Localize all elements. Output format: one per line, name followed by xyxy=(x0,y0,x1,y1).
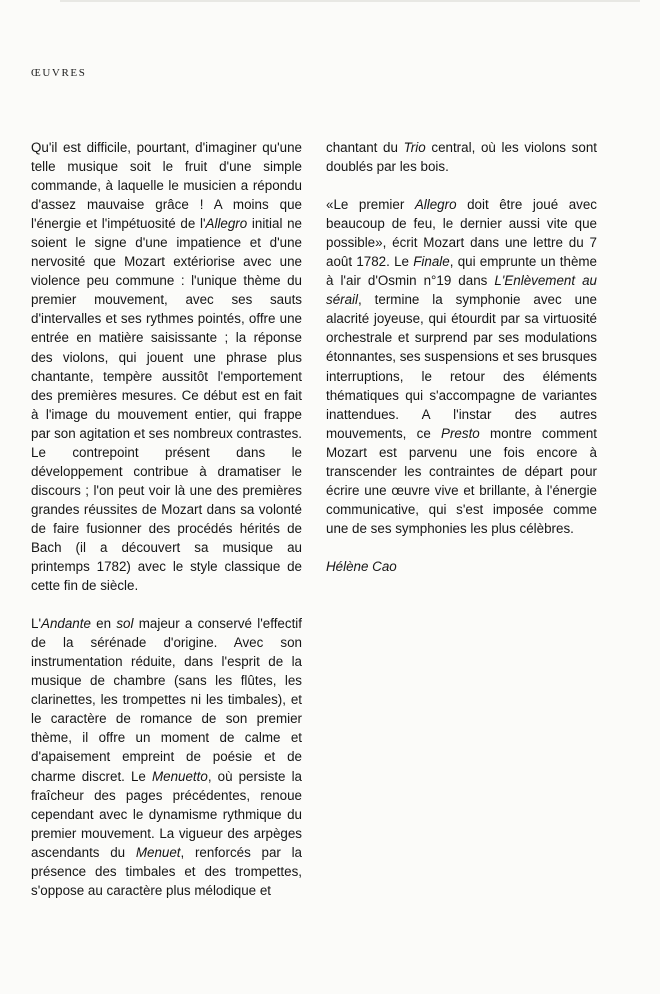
italic-run: Menuet xyxy=(135,844,181,860)
italic-run: L'Enlèvement au sérail xyxy=(326,273,597,308)
text-run: , termine la symphonie avec une alacrité joyeuse, qui étourdit par sa virtuosité orchestrale et surprend par ses modulations étonnantes, ses suspensions et ses brusques interruptions, le retour des éléments thématiques qui s'accompagne de variantes inattendues. A l'instar des autres mouvements, ce xyxy=(326,292,597,441)
italic-run: Presto xyxy=(441,425,480,441)
text-run: chantant du xyxy=(326,140,404,155)
paragraph-andante xyxy=(31,614,302,900)
text-run: montre comment Mozart est parvenu une fois encore à transcender les contraintes de départ pour écrire une œuvre vive et brillante, à l'énergie communicative, qui s'est imposée comme une de ses symphonies les plus célèbres. xyxy=(326,425,597,536)
text-run: central, où les violons sont doublés par les bois. xyxy=(326,140,597,175)
text-run: «Le premier xyxy=(326,197,415,213)
top-edge-rule xyxy=(60,0,640,2)
author-signature: Hélène Cao xyxy=(326,558,397,574)
text-run: , renforcés par la présence des timbales et des trompettes, s'oppose au caractère plus mélodique et xyxy=(31,844,303,898)
paragraph-allegro xyxy=(31,138,302,595)
paragraph-trio xyxy=(326,138,597,176)
right-column xyxy=(326,138,597,595)
italic-run: Trio xyxy=(403,140,426,155)
italic-run: Andante xyxy=(41,616,91,632)
text-run: , qui emprunte un thème à l'air d'Osmin n°19 dans xyxy=(326,254,597,289)
text-run: initial ne soient le signe d'une impatience et d'une nervosité que Mozart extériorise avec une violence peu commune : l'unique thème du premier mouvement, avec ses sauts d'intervalles et ses rythmes pointés, offre une entrée en matière saisissante ; la réponse des violons, qui jouent une phrase plus chantante, tempère aussitôt l'emportement des premières mesures. Ce début est en fait à l'image du mouvement entier, qui frappe par son agitation et ses nombreux contrastes. Le contrepoint présent dans le développement contribue à dramatiser le discours ; l'on peut voir là une des premières grandes réussites de Mozart dans sa volonté de faire fusionner des procédés hérités de Bach (il a découvert sa musique au printemps 1782) avec le style classique de cette fin de siècle. xyxy=(31,216,302,594)
text-run: L' xyxy=(31,616,42,632)
paragraph-finale xyxy=(326,195,597,538)
italic-run: sol xyxy=(116,616,134,632)
italic-run: Finale xyxy=(413,254,450,270)
section-header: ŒUVRES xyxy=(31,67,87,79)
text-run: doit être joué avec beaucoup de feu, le dernier aussi vite que possible», écrit Mozart dans une lettre du 7 août 1782. Le xyxy=(326,197,597,270)
text-run: majeur a conservé l'effectif de la sérénade d'origine. Avec son instrumentation réduite, dans l'esprit de la musique de chambre (sans les flûtes, les clarinettes, les trompettes ni les timbales), et le caractère de romance de son premier thème, il offre un moment de calme et d'apaisement empreint de poésie et de charme discret. Le xyxy=(31,616,302,784)
italic-run: Menuetto xyxy=(151,768,208,784)
left-column xyxy=(31,138,302,919)
italic-run: Allegro xyxy=(205,216,248,232)
italic-run: Allegro xyxy=(414,197,457,213)
text-run: Qu'il est difficile, pourtant, d'imaginer qu'une telle musique soit le fruit d'une simple commande, à laquelle le musicien a répondu d'assez mauvaise grâce ! A moins que l'énergie et l'impétuosité de l' xyxy=(31,140,302,232)
text-run: , où persiste la fraîcheur des pages précédentes, renoue cependant avec le dynamisme rythmique du premier mouvement. La vigueur des arpèges ascendants du xyxy=(31,768,302,860)
text-run: en xyxy=(90,616,117,632)
